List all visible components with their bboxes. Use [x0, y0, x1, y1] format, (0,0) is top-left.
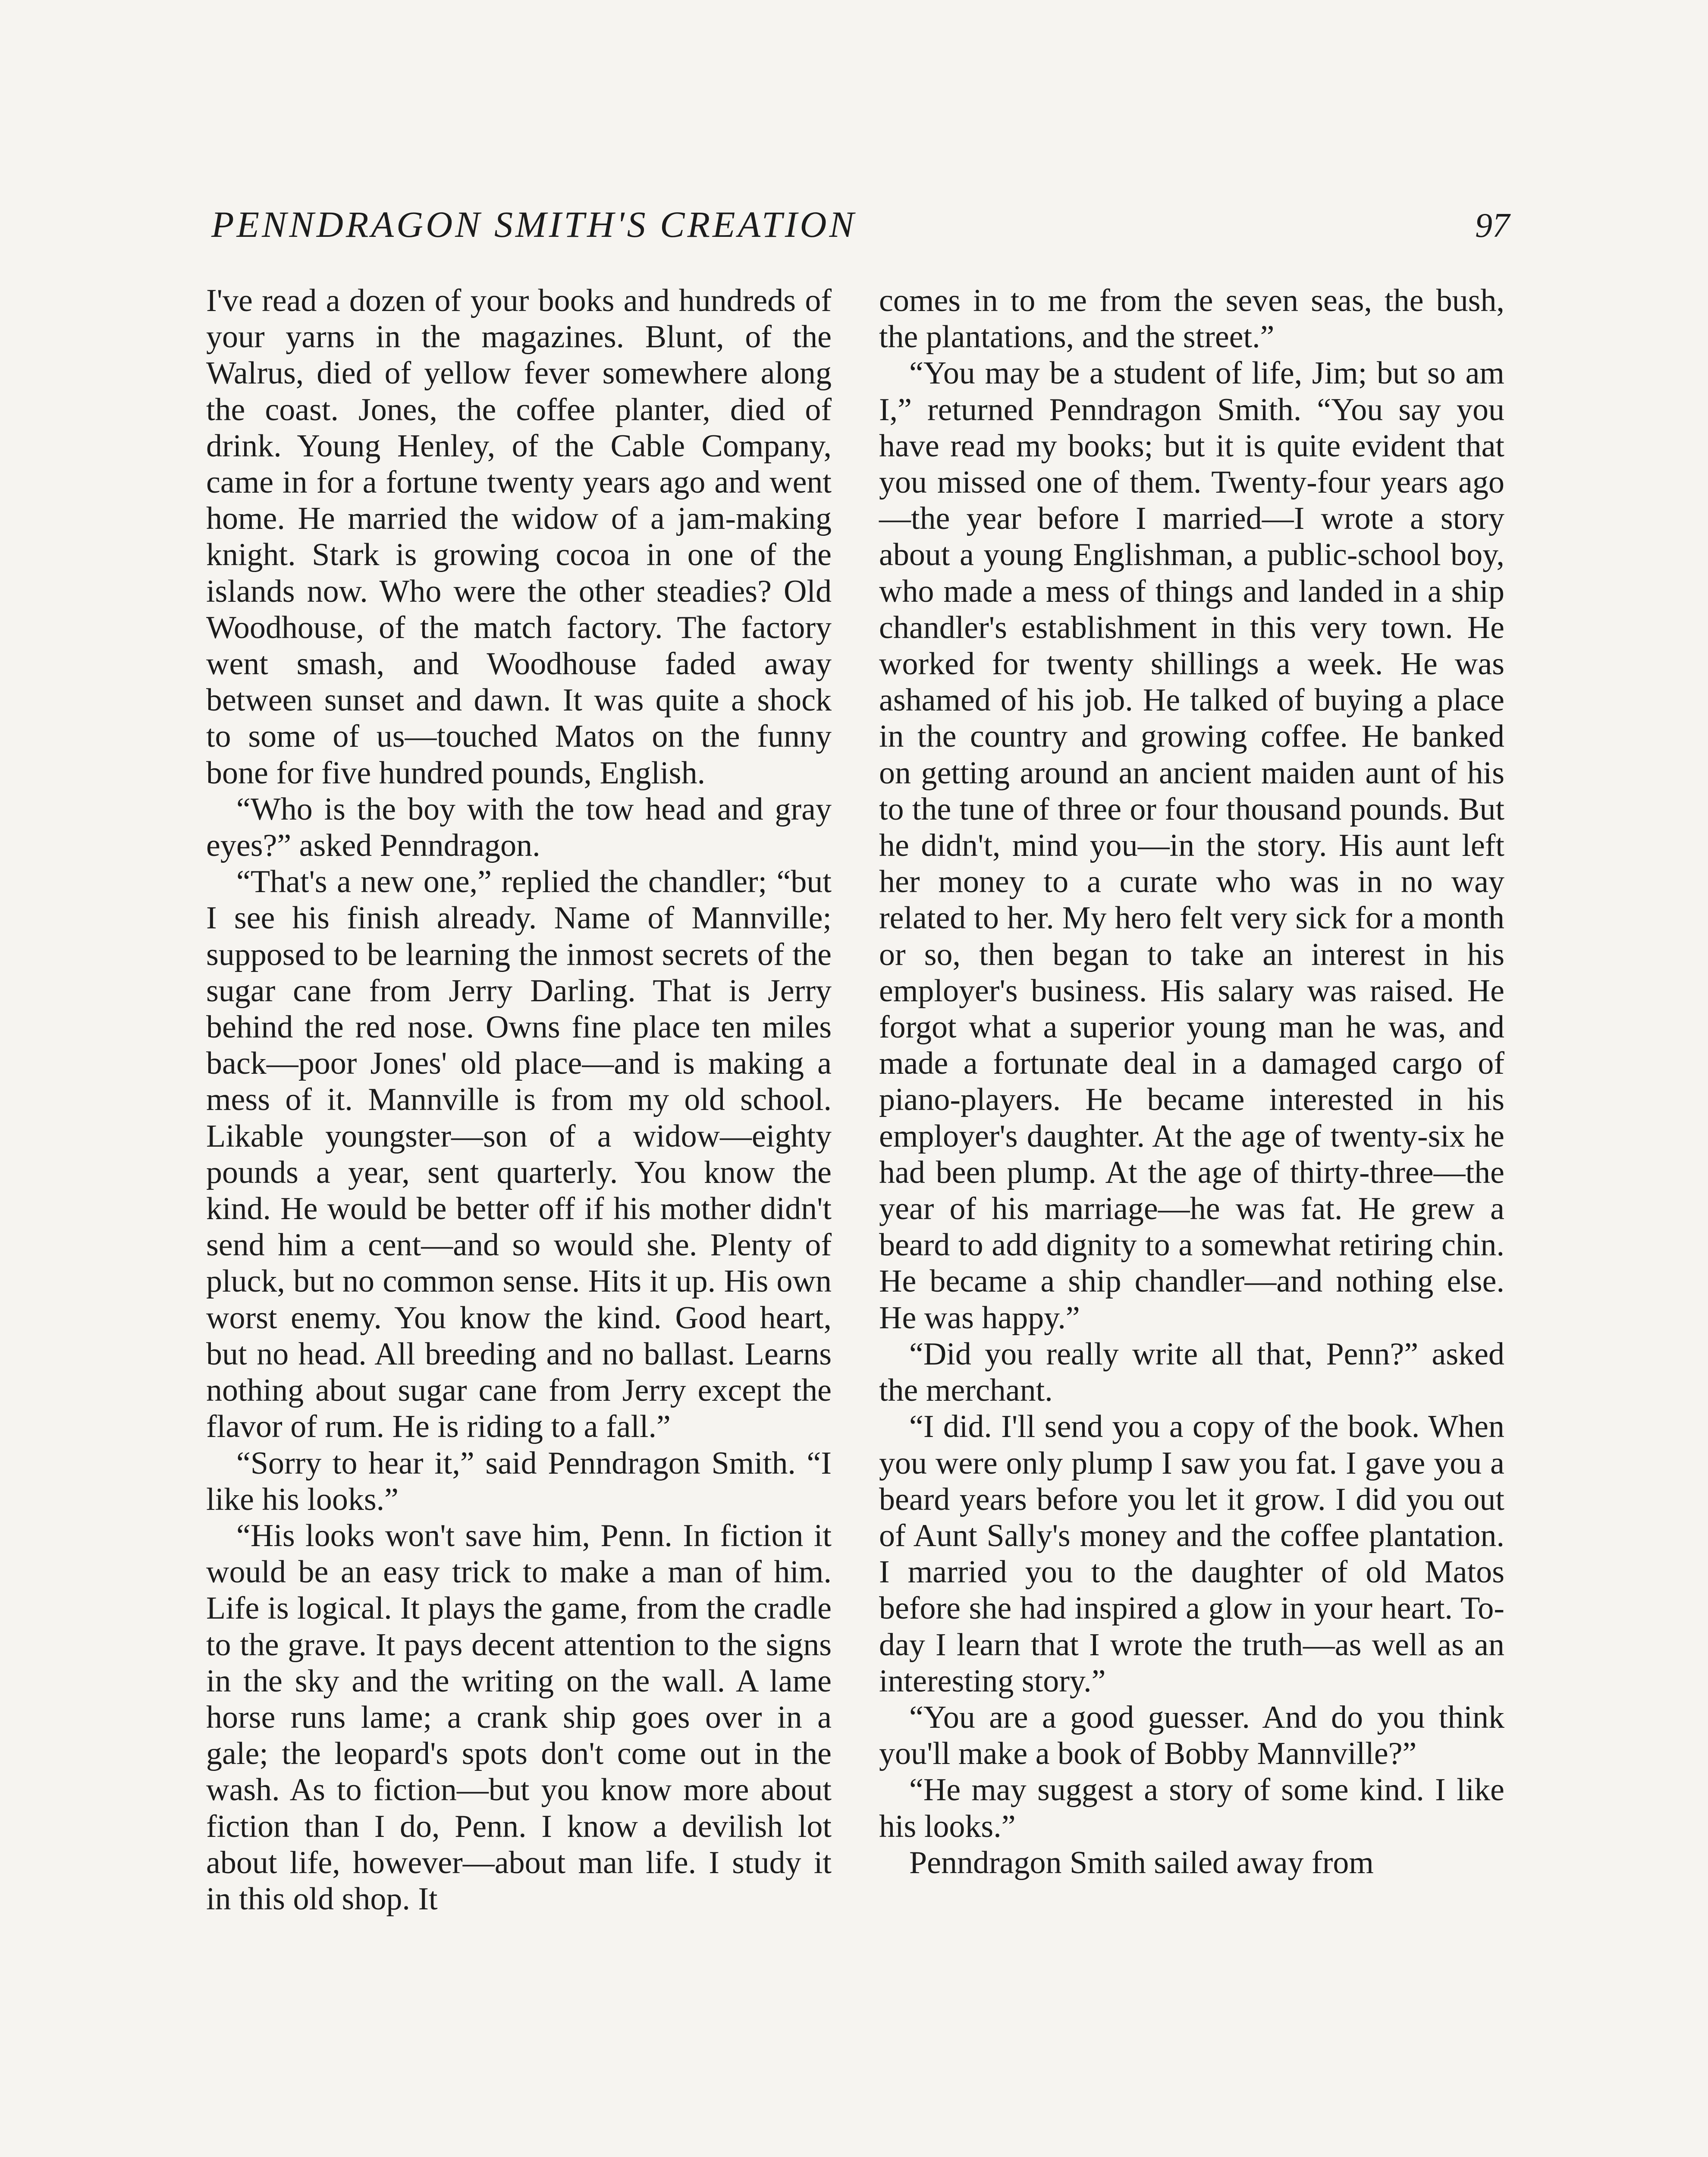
page-header — [0, 203, 1708, 255]
paragraph: “Did you really write all that, Penn?” asked the merchant. — [879, 1336, 1504, 1409]
paragraph: “His looks won't save him, Penn. In fiction it would be an easy trick to make a man of him. Life is logical. It plays the game, from the cradle to the grave. It pays decent attention to the signs in the sky and the writing on the wall. A lame horse runs lame; a crank ship goes over in a gale; the leopard's spots don't come out in the wash. As to fiction—but you know more about fiction than I do, Penn. I know a devilish lot about life, however—about man life. I study it in this old shop. It — [206, 1518, 832, 1917]
paragraph: I've read a dozen of your books and hundreds of your yarns in the magazines. Blunt, of the Walrus, died of yellow fever somewhere along the coast. Jones, the coffee planter, died of drink. Young Henley, of the Cable Company, came in for a fortune twenty years ago and went home. He married the widow of a jam-making knight. Stark is growing cocoa in one of the islands now. Who were the other steadies? Old Woodhouse, of the match factory. The factory went smash, and Woodhouse faded away between sunset and dawn. It was quite a shock to some of us—touched Matos on the funny bone for five hundred pounds, English. — [206, 283, 832, 791]
page-number: 97 — [1475, 207, 1510, 245]
paragraph: Penndragon Smith sailed away from — [909, 1845, 1374, 1880]
paragraph: “You may be a student of life, Jim; but so am I,” returned Penndragon Smith. “You say you have read my books; but it is quite evident that you missed one of them. Twenty-four years ago—the year before I married—I wrote a story about a young Englishman, a public-school boy, who made a mess of things and landed in a ship chandler's establishment in this very town. He worked for twenty shillings a week. He was ashamed of his job. He talked of buying a place in the country and growing coffee. He banked on getting around an ancient maiden aunt of his to the tune of three or four thousand pounds. But he didn't, mind you—in the story. His aunt left her money to a curate who was in no way related to her. My hero felt very sick for a month or so, then began to take an interest in his employer's business. His salary was raised. He forgot what a superior young man he was, and made a fortunate deal in a damaged cargo of piano-players. He became interested in his employer's daughter. At the age of twenty-six he had been plump. At the age of thirty-three—the year of his marriage—he was fat. He grew a beard to add dignity to a somewhat retiring chin. He became a ship chandler—and nothing else. He was happy.” — [879, 355, 1504, 1336]
left-column — [206, 283, 832, 1917]
paragraph: “He may suggest a story of some kind. I like his looks.” — [879, 1772, 1504, 1844]
paragraph: “You are a good guesser. And do you think you'll make a book of Bobby Mannville?” — [879, 1699, 1504, 1772]
paragraph: “That's a new one,” replied the chandler; “but I see his finish already. Name of Mannville; supposed to be learning the inmost secrets of the sugar cane from Jerry Darling. That is Jerry behind the red nose. Owns fine place ten miles back—poor Jones' old place—and is making a mess of it. Mannville is from my old school. Likable youngster—son of a widow—eighty pounds a year, sent quarterly. You know the kind. He would be better off if his mother didn't send him a cent—and so would she. Plenty of pluck, but no common sense. Hits it up. His own worst enemy. You know the kind. Good heart, but no head. All breeding and no ballast. Learns nothing about sugar cane from Jerry except the flavor of rum. He is riding to a fall.” — [206, 864, 832, 1445]
right-column — [879, 283, 1504, 1881]
paragraph: “Sorry to hear it,” said Penndragon Smith. “I like his looks.” — [206, 1445, 832, 1517]
paragraph: “Who is the boy with the tow head and gray eyes?” asked Penndragon. — [206, 791, 832, 864]
running-title: PENNDRAGON SMITH'S CREATION — [211, 204, 857, 245]
paragraph: “I did. I'll send you a copy of the book. When you were only plump I saw you fat. I gave you a beard years before you let it grow. I did you out of Aunt Sally's money and the coffee plantation. I married you to the daughter of old Matos before she had inspired a glow in your heart. To-day I learn that I wrote the truth—as well as an interesting story.” — [879, 1409, 1504, 1699]
paragraph: comes in to me from the seven seas, the bush, the plantations, and the street.” — [879, 283, 1504, 355]
